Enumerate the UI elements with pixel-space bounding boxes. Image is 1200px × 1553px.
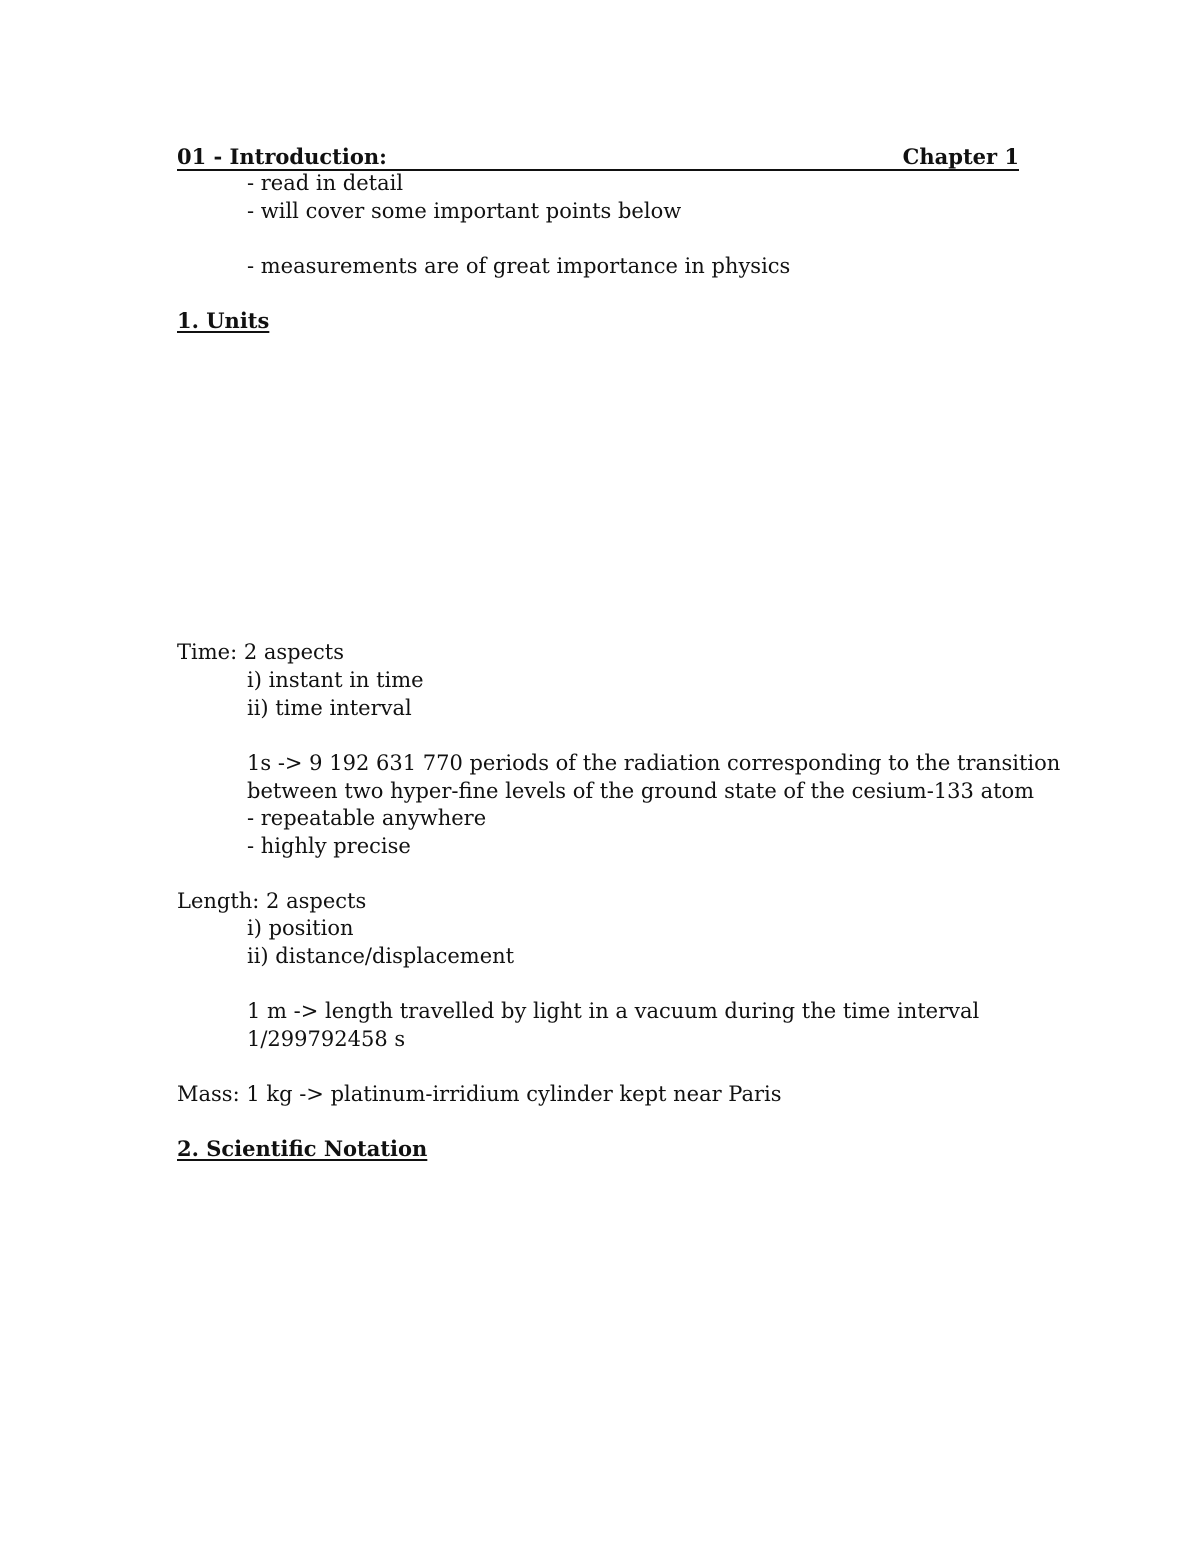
time-label: Time: 2 aspects bbox=[177, 640, 344, 664]
mass-line: Mass: 1 kg -> platinum-irridium cylinder kept near Paris bbox=[177, 1082, 782, 1106]
chapter-title: 01 - Introduction: bbox=[177, 144, 387, 169]
chapter-header bbox=[177, 143, 1019, 171]
intro-bullet: - will cover some important points below bbox=[247, 199, 682, 223]
length-item: i) position bbox=[247, 916, 354, 940]
chapter-number: Chapter 1 bbox=[902, 144, 1019, 169]
length-item: ii) distance/displacement bbox=[247, 944, 515, 968]
length-definition-line: 1 m -> length travelled by light in a vacuum during the time interval bbox=[247, 999, 980, 1023]
time-note: - highly precise bbox=[247, 834, 411, 858]
section-heading-scientific-notation: 2. Scientific Notation bbox=[177, 1136, 428, 1161]
intro-bullet: - read in detail bbox=[247, 171, 404, 195]
intro-bullet: - measurements are of great importance in physics bbox=[247, 254, 791, 278]
time-item: i) instant in time bbox=[247, 668, 424, 692]
section-heading-units: 1. Units bbox=[177, 308, 270, 333]
time-definition-line: 1s -> 9 192 631 770 periods of the radiation corresponding to the transition bbox=[247, 751, 1061, 775]
time-item: ii) time interval bbox=[247, 696, 412, 720]
time-definition-line: between two hyper-fine levels of the ground state of the cesium-133 atom bbox=[247, 779, 1035, 803]
length-definition-line: 1/299792458 s bbox=[247, 1027, 406, 1051]
length-label: Length: 2 aspects bbox=[177, 889, 367, 913]
time-note: - repeatable anywhere bbox=[247, 806, 487, 830]
